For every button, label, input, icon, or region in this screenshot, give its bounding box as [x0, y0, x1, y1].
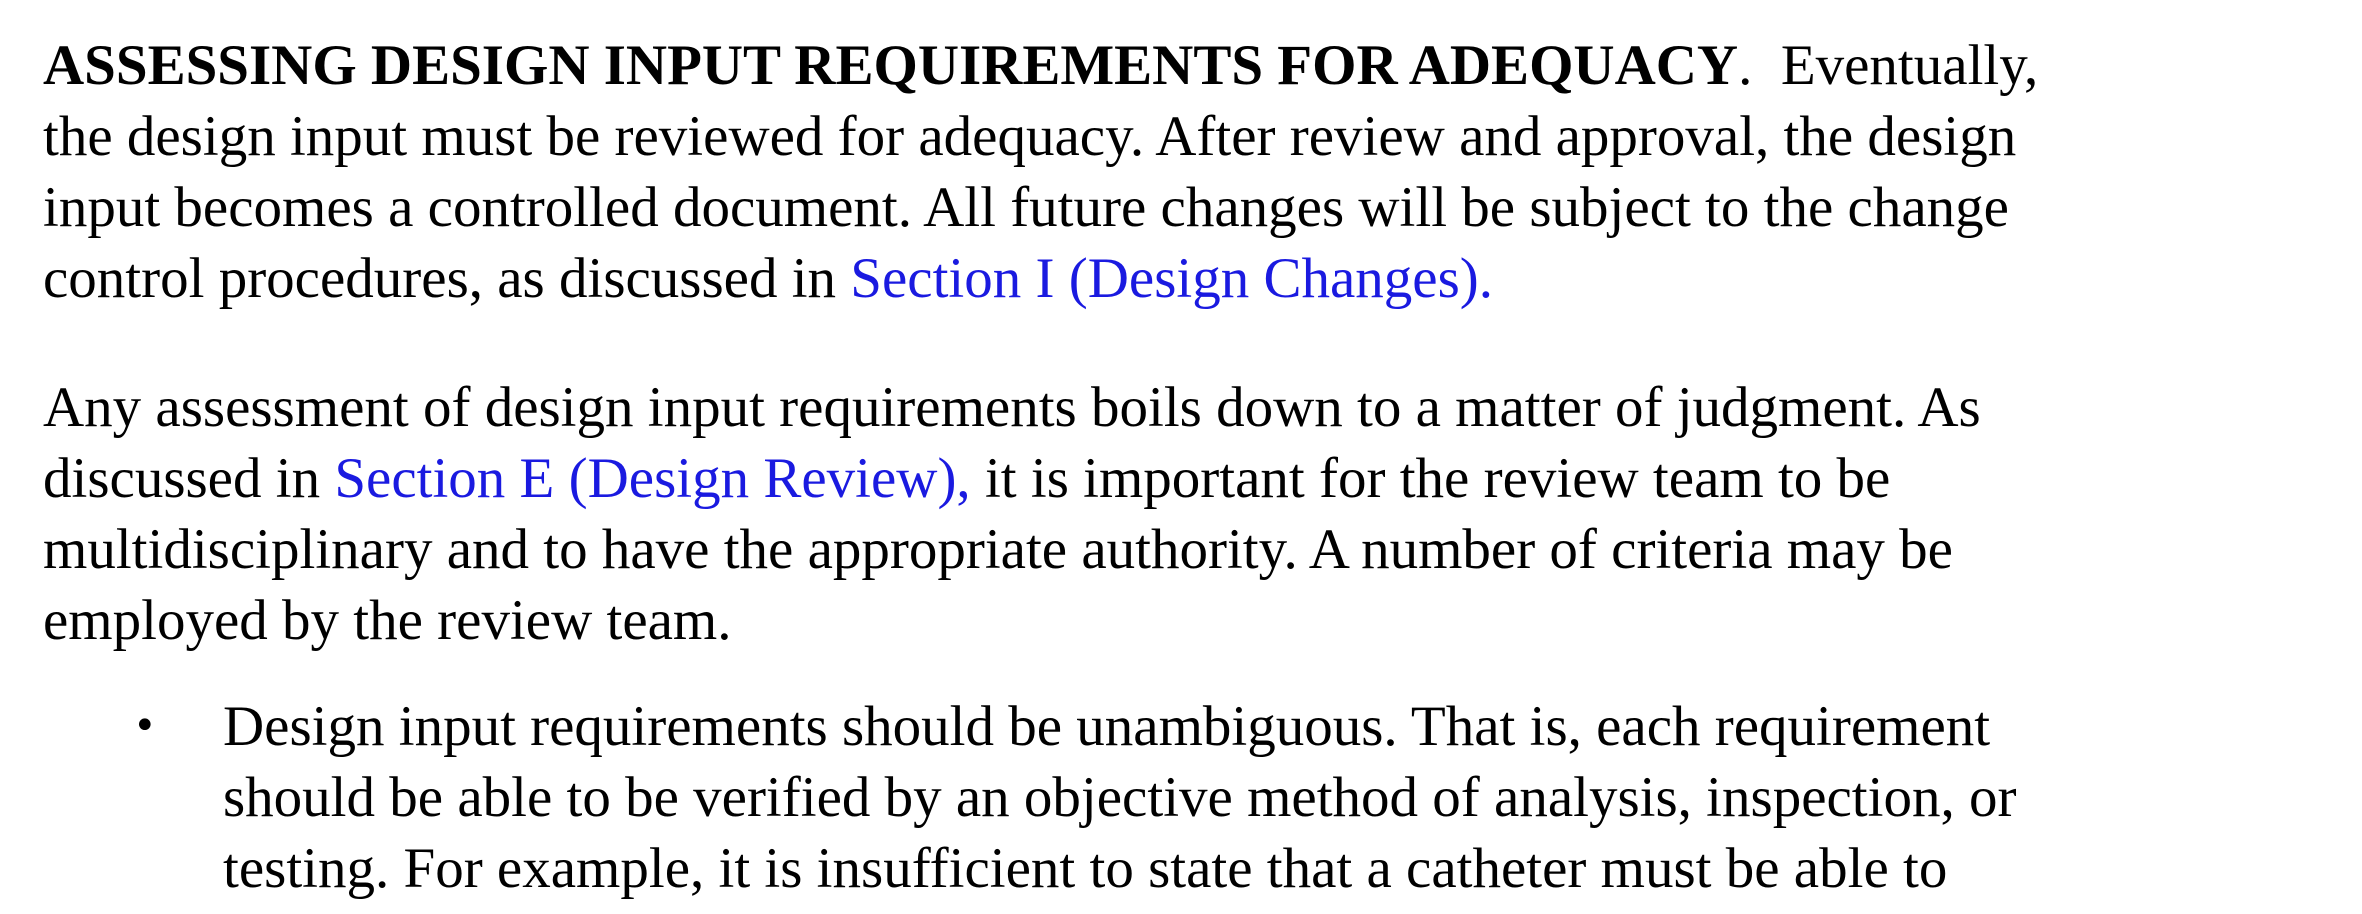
list-item — [43, 691, 2343, 904]
paragraph-line: multidisciplinary and to have the appropriate authority. A number of criteria may be — [43, 518, 1953, 581]
paragraph-adequacy-intro — [43, 30, 2343, 314]
paragraph-line: input becomes a controlled document. All future changes will be subject to the change — [43, 176, 2009, 239]
criteria-bullet-list — [43, 691, 2343, 904]
list-item-line: Design input requirements should be unambiguous. That is, each requirement — [223, 695, 1991, 758]
paragraph-line: employed by the review team. — [43, 589, 732, 652]
paragraph-text: Eventually, — [1752, 34, 2039, 97]
paragraph-line — [43, 443, 2343, 514]
list-item-line: testing. For example, it is insufficient to state that a catheter must be able to — [223, 837, 1948, 900]
bullet-icon: • — [133, 703, 157, 749]
paragraph-line — [43, 30, 2343, 101]
paragraph-text: discussed in — [43, 447, 335, 510]
paragraph-assessment — [43, 372, 2343, 656]
paragraph-text: control procedures, as discussed in — [43, 247, 851, 310]
paragraph-line — [43, 243, 2343, 314]
section-heading: ASSESSING DESIGN INPUT REQUIREMENTS FOR ADEQUACY — [43, 34, 1739, 97]
list-item-line: should be able to be verified by an objective method of analysis, inspection, or — [223, 766, 2017, 829]
link-section-e-design-review[interactable]: Section E (Design Review), — [334, 447, 971, 510]
heading-period: . — [1738, 34, 1753, 97]
paragraph-text: it is important for the review team to be — [970, 447, 1891, 510]
link-section-i-design-changes[interactable]: Section I (Design Changes). — [850, 247, 1493, 310]
document-page — [43, 30, 2343, 904]
paragraph-line: Any assessment of design input requirements boils down to a matter of judgment. As — [43, 376, 1981, 439]
paragraph-line: the design input must be reviewed for adequacy. After review and approval, the design — [43, 105, 2017, 168]
